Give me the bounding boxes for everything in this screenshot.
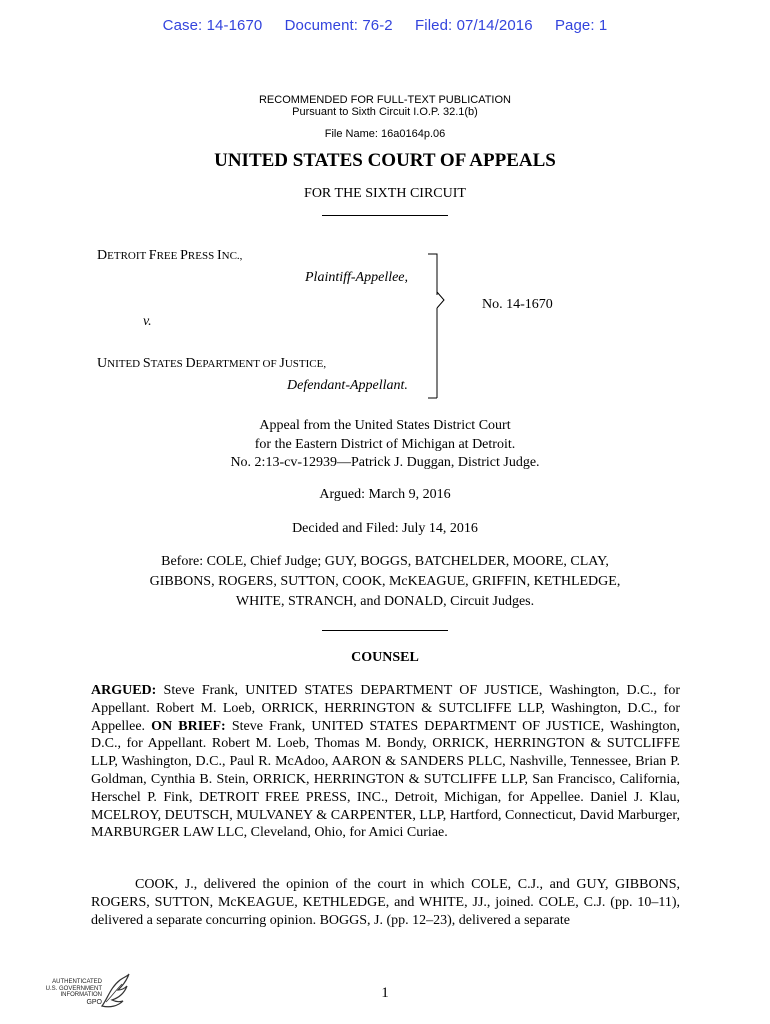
filing-stamp: [0, 17, 770, 34]
court-title: UNITED STATES COURT OF APPEALS: [214, 150, 556, 171]
argued-date: Argued: March 9, 2016: [319, 487, 451, 502]
gpo-authenticated-logo: AUTHENTICATED U.S. GOVERNMENT INFORMATION GPO: [40, 968, 136, 1016]
stamp-document: Document: 76-2: [284, 17, 393, 34]
page-number: 1: [381, 985, 389, 1001]
stamp-page: Page: 1: [554, 17, 608, 34]
plaintiff-name: DETROIT FREE PRESS INC.,: [97, 248, 243, 263]
appeal-line-3: No. 2:13-cv-12939—Patrick J. Duggan, District Judge.: [230, 455, 540, 470]
before-line-2: GIBBONS, ROGERS, SUTTON, COOK, McKEAGUE, GRIFFIN, KETHLEDGE,: [149, 574, 621, 589]
opinion-intro-text: COOK, J., delivered the opinion of the court in which COLE, C.J., and GUY, GIBBONS, ROGERS, SUTTON, McKEAGUE, KETHLEDGE, and WHITE, JJ., joined. COLE, C.J. (pp. 10–11), delivered a separate concurring opinion. BOGGS, J. (pp. 12–23), delivered a separate: [91, 877, 680, 928]
before-line-3: WHITE, STRANCH, and DONALD, Circuit Judges.: [235, 594, 535, 609]
publication-rule: Pursuant to Sixth Circuit I.O.P. 32.1(b): [292, 106, 478, 118]
defendant-role: Defendant-Appellant.: [287, 378, 408, 393]
caption-bracket: [424, 252, 448, 402]
brief-label: ON BRIEF:: [151, 718, 226, 734]
case-number: No. 14-1670: [482, 297, 553, 312]
decided-date: Decided and Filed: July 14, 2016: [292, 521, 478, 536]
plaintiff-role: Plaintiff-Appellee,: [305, 270, 409, 285]
circuit-name: FOR THE SIXTH CIRCUIT: [304, 186, 466, 201]
defendant-name: UNITED STATES DEPARTMENT OF JUSTICE,: [97, 356, 327, 371]
publication-recommendation: RECOMMENDED FOR FULL-TEXT PUBLICATION: [258, 94, 511, 106]
counsel-paragraph: [91, 682, 680, 842]
appeal-line-1: Appeal from the United States District Court: [259, 418, 511, 433]
versus: v.: [143, 314, 152, 329]
opinion-intro: [91, 876, 680, 929]
counsel-heading: COUNSEL: [351, 650, 419, 665]
appeal-line-2: for the Eastern District of Michigan at Detroit.: [254, 436, 516, 452]
before-line-1: Before: COLE, Chief Judge; GUY, BOGGS, BATCHELDER, MOORE, CLAY,: [161, 554, 609, 569]
file-name: File Name: 16a0164p.06: [324, 128, 446, 140]
stamp-case: Case: 14-1670: [162, 17, 263, 34]
argued-label: ARGUED:: [91, 683, 157, 698]
title-divider: [322, 215, 448, 216]
before-divider: [322, 630, 448, 631]
argued-text: Steve Frank, UNITED STATES DEPARTMENT OF JUSTICE, Washington, D.C., for Appellant. Robert M. Loeb, ORRICK, HERRINGTON & SUTCLIFFE LLP, Washington, D.C., for Appellee.: [91, 683, 680, 734]
stamp-filed: Filed: 07/14/2016: [415, 17, 533, 34]
brief-text: Steve Frank, UNITED STATES DEPARTMENT OF JUSTICE, Washington, D.C., for Appellant. Robert M. Loeb, Thomas M. Bondy, ORRICK, HERRINGTON & SUTCLIFFE LLP, Washington, D.C., Paul R. McAdoo, AARON & SANDERS PLLC, Nashville, Tennessee, Brian P. Goldman, Cynthia B. Stein, ORRICK, HERRINGTON & SUTCLIFFE LLP, San Francisco, California, Herschel P. Fink, DETROIT FREE PRESS, INC., Detroit, Michigan, for Appellee. Daniel J. Klau, MCELROY, DEUTSCH, MULVANEY & CARPENTER, LLP, Hartford, Connecticut, David Marburger, MARBURGER LAW LLC, Cleveland, Ohio, for Amici Curiae.: [91, 718, 681, 841]
